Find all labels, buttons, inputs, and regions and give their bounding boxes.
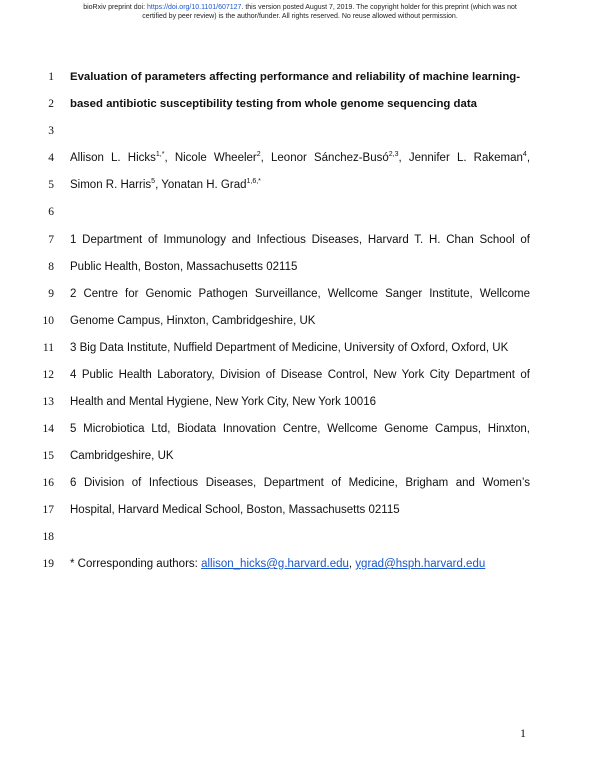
line-number: 19 xyxy=(42,558,54,570)
line-number: 11 xyxy=(42,342,54,354)
manuscript-line-16 xyxy=(0,474,600,492)
manuscript-line-4 xyxy=(0,149,600,167)
manuscript-line-12 xyxy=(0,366,600,384)
header-line-1 xyxy=(0,3,600,12)
manuscript-line-2 xyxy=(0,95,600,113)
affiliation-marker: 2 xyxy=(256,151,261,158)
affiliation-marker: 4 xyxy=(522,151,527,158)
line-number: 10 xyxy=(42,315,54,327)
author-separator: , xyxy=(398,152,409,164)
manuscript-line-6 xyxy=(0,203,600,221)
manuscript-line-18 xyxy=(0,528,600,546)
manuscript-line-10 xyxy=(0,312,600,330)
affiliation-text: 5 Microbiotica Ltd, Biodata Innovation Centre, Wellcome Genome Campus, Hinxton, xyxy=(70,423,530,435)
author-name: Jennifer L. Rakeman xyxy=(408,152,523,164)
affiliation-marker: 5 xyxy=(151,178,156,185)
corresponding-label: * Corresponding authors: xyxy=(70,558,202,570)
line-number: 3 xyxy=(48,125,54,137)
manuscript-line-19 xyxy=(0,555,600,573)
manuscript-line-9 xyxy=(0,285,600,303)
author-separator: , xyxy=(155,179,162,191)
author-list-line-1 xyxy=(70,149,530,167)
affiliation-text: Cambridgeshire, UK xyxy=(70,450,174,462)
line-number: 2 xyxy=(48,98,54,110)
author-name: Simon R. Harris xyxy=(70,179,152,191)
line-number: 13 xyxy=(42,396,54,408)
email-link-hicks[interactable]: allison_hicks@g.harvard.edu xyxy=(201,558,349,570)
line-number: 16 xyxy=(42,477,54,489)
manuscript-line-1 xyxy=(0,68,600,86)
affiliation-marker: 2,3 xyxy=(388,151,399,158)
header-prefix: bioRxiv preprint doi: xyxy=(83,4,147,11)
line-number: 18 xyxy=(42,531,54,543)
line-number: 7 xyxy=(48,234,54,246)
email-link-grad[interactable]: ygrad@hsph.harvard.edu xyxy=(355,558,486,570)
line-number: 9 xyxy=(48,288,54,300)
header-suffix: . this version posted August 7, 2019. The copyright holder for this preprint (which was not xyxy=(241,4,517,11)
affiliation-text: 4 Public Health Laboratory, Division of Disease Control, New York City Department of xyxy=(70,369,530,381)
title-line-2: based antibiotic susceptibility testing from whole genome sequencing data xyxy=(70,98,477,110)
manuscript-line-13 xyxy=(0,393,600,411)
line-number: 12 xyxy=(42,369,54,381)
author-name: Allison L. Hicks xyxy=(70,152,156,164)
affiliation-text: Public Health, Boston, Massachusetts 02115 xyxy=(70,261,298,273)
corresponding-authors xyxy=(70,555,530,573)
affiliation-marker: 1,6,* xyxy=(246,178,261,185)
manuscript-line-7 xyxy=(0,231,600,249)
line-number: 17 xyxy=(42,504,54,516)
manuscript-line-3 xyxy=(0,122,600,140)
author-separator: , xyxy=(164,152,175,164)
affiliation-marker: 1,* xyxy=(155,151,165,158)
author-name: Leonor Sánchez-Busó xyxy=(271,152,389,164)
line-number: 5 xyxy=(48,179,54,191)
line-number: 8 xyxy=(48,261,54,273)
manuscript-line-5 xyxy=(0,176,600,194)
author-separator: , xyxy=(260,152,272,164)
line-number: 15 xyxy=(42,450,54,462)
line-number: 6 xyxy=(48,206,54,218)
affiliation-text: 2 Centre for Genomic Pathogen Surveillance, Wellcome Sanger Institute, Wellcome xyxy=(70,288,530,300)
manuscript-line-11 xyxy=(0,339,600,357)
affiliation-text: 1 Department of Immunology and Infectious Diseases, Harvard T. H. Chan School of xyxy=(70,234,530,246)
author-name: Yonatan H. Grad xyxy=(161,179,247,191)
line-number: 4 xyxy=(48,152,54,164)
author-name: Nicole Wheeler xyxy=(174,152,257,164)
manuscript-line-17 xyxy=(0,501,600,519)
author-separator: , xyxy=(526,152,531,164)
author-list-line-2 xyxy=(70,176,530,194)
line-number: 1 xyxy=(48,71,54,83)
doi-link[interactable]: https://doi.org/10.1101/607127 xyxy=(147,4,242,11)
title-line-1: Evaluation of parameters affecting performance and reliability of machine learning- xyxy=(70,71,521,83)
header-line-2: certified by peer review) is the author/funder. All rights reserved. No reuse allowed without permission. xyxy=(142,13,458,20)
affiliation-text: Hospital, Harvard Medical School, Boston, Massachusetts 02115 xyxy=(70,504,400,516)
manuscript-line-14 xyxy=(0,420,600,438)
line-number: 14 xyxy=(42,423,54,435)
affiliation-text: Genome Campus, Hinxton, Cambridgeshire, UK xyxy=(70,315,316,327)
email-separator: , xyxy=(348,558,356,570)
page-number: 1 xyxy=(520,726,526,740)
affiliation-text: 3 Big Data Institute, Nuffield Department of Medicine, University of Oxford, Oxford, UK xyxy=(70,342,509,354)
affiliation-text: Health and Mental Hygiene, New York City, New York 10016 xyxy=(70,396,376,408)
preprint-header xyxy=(0,3,600,21)
manuscript-line-15 xyxy=(0,447,600,465)
manuscript-line-8 xyxy=(0,258,600,276)
affiliation-text: 6 Division of Infectious Diseases, Department of Medicine, Brigham and Women’s xyxy=(70,477,530,489)
